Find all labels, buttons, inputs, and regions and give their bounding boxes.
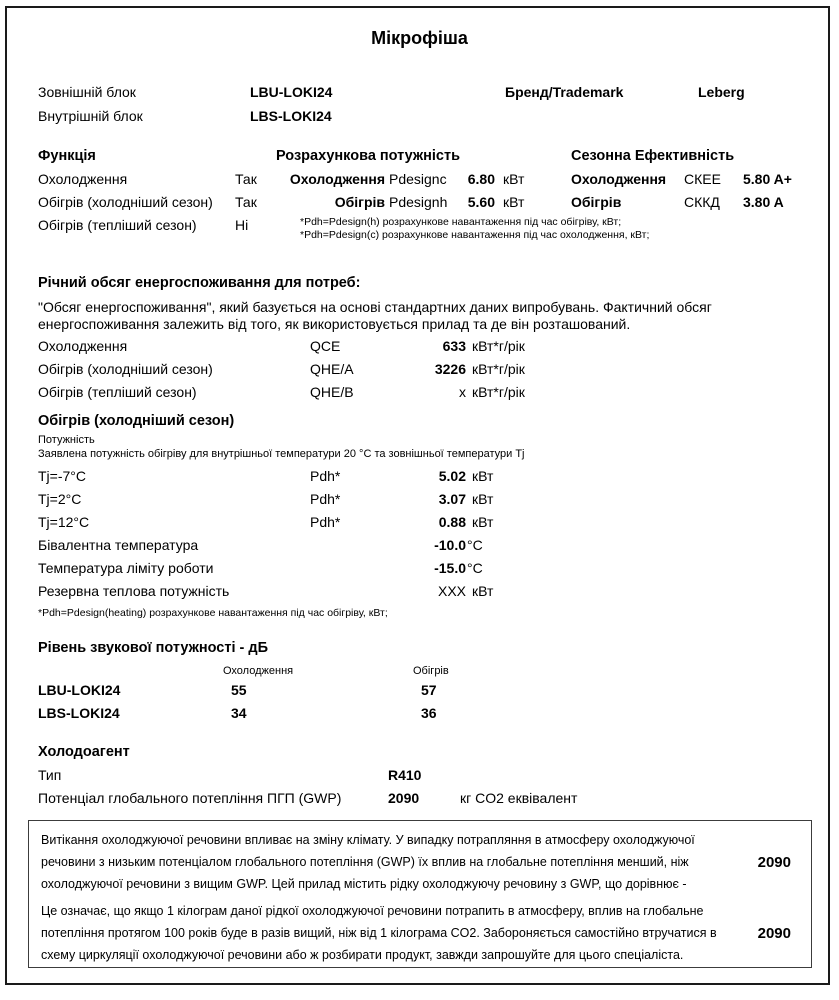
design-power-title: Розрахункова потужність bbox=[276, 148, 461, 164]
refrigerant-warning-box bbox=[28, 820, 812, 968]
sound-power-section bbox=[38, 637, 638, 725]
warning-text: Витікання охолоджуючої речовини впливає на зміну клімату. У випадку потрапляння в атмосферу охолоджуючої речовини з низьким потенціалом глобального потепління (GWP) їх вплив на глобальне потепління менший, ніж охолоджуючої речовини з вищим GWP. Цей прилад містить рідку охолоджуючу речовину з GWP, що дорівнює - bbox=[41, 833, 695, 891]
seasonal-efficiency-title: Сезонна Ефективність bbox=[571, 148, 735, 164]
cooling-db-value: 55 bbox=[231, 682, 247, 698]
row-label: Обігрів (тепліший сезон) bbox=[38, 384, 197, 400]
table-row bbox=[38, 702, 638, 725]
table-row bbox=[38, 358, 813, 381]
table-row bbox=[38, 335, 813, 358]
table-row bbox=[571, 191, 792, 214]
gwp-value: 2090 bbox=[388, 790, 420, 806]
sound-power-header-row bbox=[38, 663, 638, 679]
function-section bbox=[38, 145, 257, 237]
row-label: Охолодження bbox=[38, 171, 128, 187]
row-unit: кВт*г/рік bbox=[472, 361, 525, 377]
row-label: Охолодження bbox=[571, 171, 667, 187]
model-name: LBS-LOKI24 bbox=[38, 705, 120, 721]
row-value: x bbox=[459, 384, 466, 400]
sound-power-title: Рівень звукової потужності - дБ bbox=[38, 640, 268, 656]
indoor-unit-label: Внутрішній блок bbox=[38, 108, 143, 124]
indoor-unit-value: LBS-LOKI24 bbox=[250, 108, 332, 124]
annual-energy-section bbox=[38, 272, 813, 404]
row-label: Tj=-7°C bbox=[38, 468, 86, 484]
row-unit: °C bbox=[467, 560, 483, 576]
design-power-footnotes bbox=[300, 216, 649, 242]
outdoor-unit-row bbox=[38, 80, 808, 104]
row-label: Охолодження bbox=[38, 338, 128, 354]
row-label: Резервна теплова потужність bbox=[38, 583, 230, 599]
row-label: Обігрів bbox=[334, 194, 385, 210]
seasonal-efficiency-section bbox=[571, 145, 792, 214]
row-value: 3.80 A bbox=[743, 194, 784, 210]
row-value: 0.88 bbox=[438, 514, 466, 530]
row-value: XXX bbox=[437, 583, 466, 599]
table-row bbox=[38, 168, 257, 191]
table-row bbox=[38, 191, 257, 214]
cooling-db-value: 34 bbox=[231, 705, 247, 721]
indoor-unit-row bbox=[38, 104, 808, 128]
model-name: LBU-LOKI24 bbox=[38, 682, 121, 698]
row-value: 633 bbox=[442, 338, 466, 354]
unit-brand-block bbox=[38, 80, 808, 128]
footnote-line: *Pdh=Pdesign(h) розрахункове навантаження під час обігріву, кВт; bbox=[300, 216, 622, 228]
column-header-heating: Обігрів bbox=[413, 665, 449, 677]
row-unit: кВт bbox=[472, 583, 494, 599]
row-label: Обігрів (холодніший сезон) bbox=[38, 194, 213, 210]
row-code: QCE bbox=[310, 338, 341, 354]
gwp-unit: кг CO2 еквівалент bbox=[460, 790, 578, 806]
row-unit: °C bbox=[467, 537, 483, 553]
row-value: -15.0 bbox=[434, 560, 466, 576]
refrigerant-type-value: R410 bbox=[388, 767, 422, 783]
row-label: Обігрів (тепліший сезон) bbox=[38, 217, 197, 233]
brand-value: Leberg bbox=[698, 84, 745, 100]
function-section-title: Функція bbox=[38, 148, 96, 164]
row-unit: кВт*г/рік bbox=[472, 384, 525, 400]
table-row bbox=[38, 534, 813, 557]
row-label: Обігрів bbox=[571, 194, 622, 210]
row-param: Pdesignc bbox=[389, 171, 447, 187]
table-row bbox=[38, 381, 813, 404]
row-value: 3226 bbox=[434, 361, 466, 377]
row-code: QHE/B bbox=[310, 384, 354, 400]
row-label: Температура ліміту роботи bbox=[38, 560, 214, 576]
annual-energy-title: Річний обсяг енергоспоживання для потреб: bbox=[38, 275, 361, 291]
heating-capacity-note: Заявлена потужність обігріву для внутрішньої температури 20 °С та зовнішньої температури Tj bbox=[38, 448, 525, 460]
row-label: Tj=2°C bbox=[38, 491, 82, 507]
row-value: 5.60 bbox=[467, 194, 495, 210]
row-unit: кВт bbox=[472, 514, 494, 530]
gwp-value: 2090 bbox=[757, 924, 791, 942]
table-row bbox=[38, 764, 738, 787]
row-value: 5.80 A+ bbox=[743, 171, 792, 187]
page-title: Мікрофіша bbox=[371, 28, 468, 48]
warning-paragraph bbox=[41, 900, 797, 966]
refrigerant-title: Холодоагент bbox=[38, 744, 130, 760]
heating-capacity-rows bbox=[38, 465, 813, 603]
row-label: Обігрів (холодніший сезон) bbox=[38, 361, 213, 377]
table-row bbox=[38, 465, 813, 488]
row-code: QHE/A bbox=[310, 361, 354, 377]
table-row bbox=[38, 214, 257, 237]
refrigerant-section bbox=[38, 741, 738, 810]
row-value: 3.07 bbox=[438, 491, 466, 507]
gwp-value: 2090 bbox=[757, 853, 791, 871]
table-row bbox=[38, 511, 813, 534]
row-unit: кВт bbox=[472, 491, 494, 507]
row-label: Tj=12°C bbox=[38, 514, 90, 530]
row-value: -10.0 bbox=[434, 537, 466, 553]
heating-capacity-subtitle: Потужність bbox=[38, 434, 95, 446]
row-label: Потенціал глобального потепління ПГП (GWP) bbox=[38, 790, 342, 806]
table-row bbox=[38, 488, 813, 511]
row-unit: кВт bbox=[503, 194, 525, 210]
heating-db-value: 36 bbox=[421, 705, 437, 721]
heating-db-value: 57 bbox=[421, 682, 437, 698]
annual-energy-description: "Обсяг енергоспоживання", який базується на основі стандартних даних випробувань. Фактичний обсяг енергоспоживання залежить від того, як використовується прилад та де він розташований. bbox=[38, 299, 712, 332]
row-param: Pdh* bbox=[310, 514, 341, 530]
table-row bbox=[38, 557, 813, 580]
row-value: Так bbox=[235, 194, 257, 210]
row-unit: кВт*г/рік bbox=[472, 338, 525, 354]
warning-paragraph bbox=[41, 829, 797, 895]
row-label: Охолодження bbox=[289, 171, 385, 187]
row-param: Pdesignh bbox=[389, 194, 448, 210]
row-unit: кВт bbox=[472, 468, 494, 484]
row-unit: кВт bbox=[503, 171, 525, 187]
warning-text: Це означає, що якщо 1 кілограм даної рідкої охолоджуючої речовини потрапить в атмосферу, вплив на глобальне потепління протягом 100 років буде в разів вищий, ніж від 1 кілограма CO2. Забороняється самостійно втручатися в схему циркуляції охолоджуючої речовини або ж розбирати продукт, завжди запрошуйте для цього спеціаліста. bbox=[41, 904, 717, 962]
row-label: Тип bbox=[38, 767, 62, 783]
row-value: 6.80 bbox=[467, 171, 495, 187]
brand-label: Бренд/Trademark bbox=[505, 84, 624, 100]
row-label: Бівалентна температура bbox=[38, 537, 199, 553]
row-value: 5.02 bbox=[438, 468, 466, 484]
heating-capacity-section bbox=[38, 410, 813, 620]
row-value: Ні bbox=[235, 217, 249, 233]
table-row bbox=[38, 580, 813, 603]
row-param: Pdh* bbox=[310, 468, 341, 484]
row-value: Так bbox=[235, 171, 257, 187]
footnote-line: *Pdh=Pdesign(c) розрахункове навантаження під час охолодження, кВт; bbox=[300, 229, 650, 241]
outdoor-unit-label: Зовнішній блок bbox=[38, 84, 136, 100]
table-row bbox=[38, 679, 638, 702]
row-code: СККД bbox=[684, 194, 720, 210]
column-header-cooling: Охолодження bbox=[223, 665, 294, 677]
row-code: СКЕЕ bbox=[684, 171, 721, 187]
table-row bbox=[571, 168, 792, 191]
table-row bbox=[38, 787, 738, 810]
outdoor-unit-value: LBU-LOKI24 bbox=[250, 84, 333, 100]
row-param: Pdh* bbox=[310, 491, 341, 507]
heating-capacity-title: Обігрів (холодніший сезон) bbox=[38, 413, 235, 429]
heating-capacity-footnote: *Pdh=Pdesign(heating) розрахункове навантаження під час обігріву, кВт; bbox=[38, 607, 388, 619]
